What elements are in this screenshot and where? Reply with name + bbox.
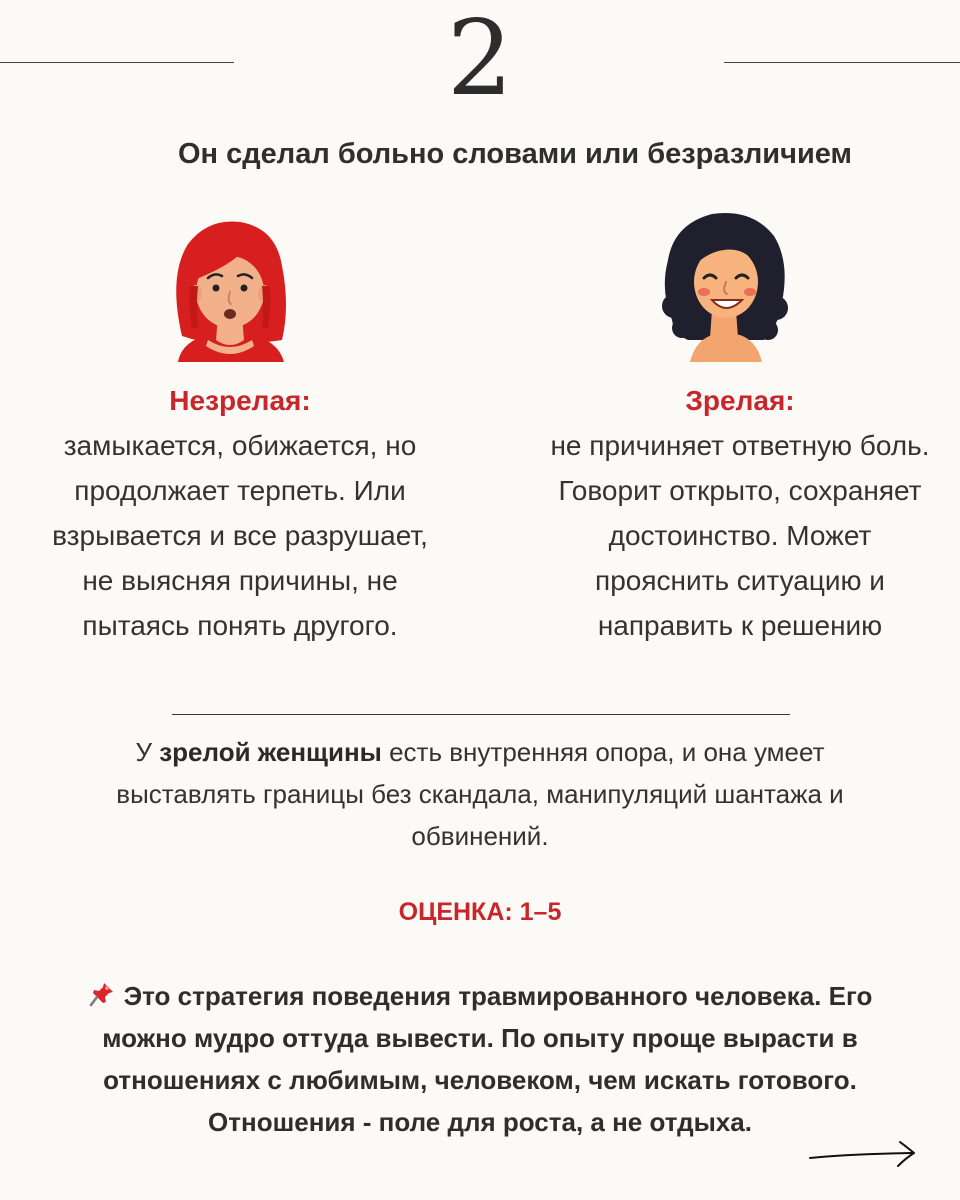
summary-rest: есть внутренняя опора, и она умеет выставлять границы без скандала, манипуляций шантажа и обвинений. [116,737,844,851]
mature-description: не причиняет ответную боль. Говорит открыто, сохраняет достоинство. Может прояснить ситуацию и направить к решению [550,430,930,641]
summary-prefix: У [135,737,160,767]
decorative-rule-right [724,62,960,63]
summary-bold: зрелой женщины [159,737,382,767]
immature-column [40,378,440,648]
headline: Он сделал больно словами или безразличием [178,138,852,170]
summary-paragraph [80,731,880,857]
score-label: ОЦЕНКА: 1–5 [398,898,562,926]
pushpin-icon [88,980,116,1008]
note-paragraph [70,975,890,1143]
next-arrow-icon[interactable] [808,1136,920,1170]
step-number: 2 [446,0,514,119]
mature-column [540,378,940,648]
mature-label: Зрелая: [685,385,795,416]
immature-description: замыкается, обижается, но продолжает терпеть. Или взрывается и все разрушает, не выясняя причины, не пытаясь понять другого. [52,430,428,641]
note-text: Это стратегия поведения травмированного человека. Его можно мудро оттуда вывести. По опыту проще вырасти в отношениях с любимым, человеком, чем искать готового. Отношения - поле для роста, а не отдыха. [102,981,873,1137]
sad-woman-avatar-icon [168,216,292,362]
happy-woman-avatar-icon [660,210,788,362]
immature-label: Незрелая: [169,385,311,416]
section-divider [172,714,790,715]
